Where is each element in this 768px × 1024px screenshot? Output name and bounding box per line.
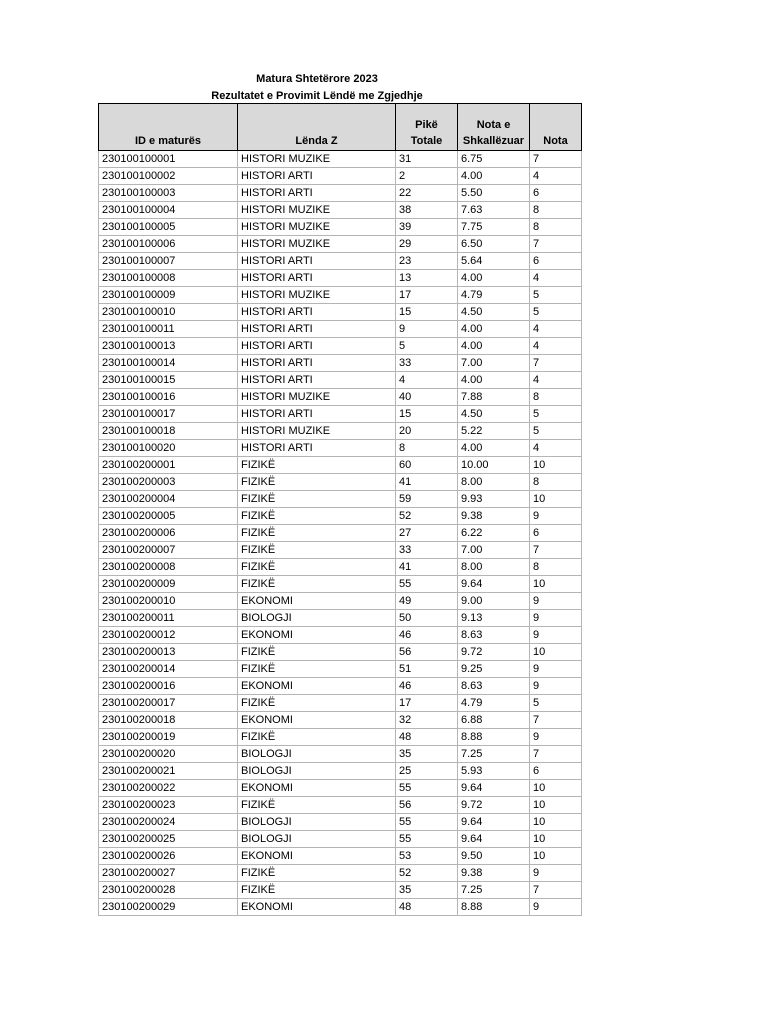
cell-subject: EKONOMI (238, 678, 396, 695)
cell-scaled-grade: 9.64 (458, 831, 530, 848)
cell-subject: EKONOMI (238, 627, 396, 644)
cell-grade: 7 (530, 151, 582, 168)
table-row (99, 661, 582, 678)
cell-points: 39 (396, 219, 458, 236)
cell-grade: 4 (530, 168, 582, 185)
cell-scaled-grade: 9.00 (458, 593, 530, 610)
cell-grade: 10 (530, 848, 582, 865)
cell-scaled-grade: 4.00 (458, 372, 530, 389)
table-row (99, 542, 582, 559)
cell-scaled-grade: 4.50 (458, 406, 530, 423)
cell-id: 230100100015 (99, 372, 238, 389)
table-row (99, 678, 582, 695)
cell-subject: HISTORI ARTI (238, 355, 396, 372)
cell-id: 230100100004 (99, 202, 238, 219)
cell-scaled-grade: 9.64 (458, 576, 530, 593)
document-subtitle: Rezultatet e Provimit Lëndë me Zgjedhje (211, 90, 423, 102)
table-row (99, 440, 582, 457)
cell-points: 23 (396, 253, 458, 270)
cell-subject: FIZIKË (238, 797, 396, 814)
table-row (99, 151, 582, 168)
cell-id: 230100200023 (99, 797, 238, 814)
cell-subject: BIOLOGJI (238, 831, 396, 848)
cell-grade: 9 (530, 865, 582, 882)
cell-grade: 5 (530, 695, 582, 712)
table-row (99, 219, 582, 236)
cell-subject: BIOLOGJI (238, 763, 396, 780)
cell-subject: FIZIKË (238, 729, 396, 746)
cell-subject: FIZIKË (238, 542, 396, 559)
cell-scaled-grade: 5.50 (458, 185, 530, 202)
table-row (99, 593, 582, 610)
cell-grade: 9 (530, 610, 582, 627)
cell-subject: FIZIKË (238, 508, 396, 525)
cell-scaled-grade: 4.00 (458, 338, 530, 355)
table-row (99, 236, 582, 253)
cell-points: 17 (396, 695, 458, 712)
cell-points: 38 (396, 202, 458, 219)
cell-id: 230100100008 (99, 270, 238, 287)
table-row (99, 406, 582, 423)
table-row (99, 627, 582, 644)
cell-grade: 5 (530, 304, 582, 321)
cell-grade: 10 (530, 814, 582, 831)
cell-subject: EKONOMI (238, 780, 396, 797)
cell-points: 2 (396, 168, 458, 185)
cell-grade: 7 (530, 355, 582, 372)
cell-id: 230100100001 (99, 151, 238, 168)
table-body (99, 151, 582, 916)
cell-id: 230100200024 (99, 814, 238, 831)
cell-points: 4 (396, 372, 458, 389)
cell-grade: 4 (530, 440, 582, 457)
cell-points: 40 (396, 389, 458, 406)
cell-subject: HISTORI ARTI (238, 168, 396, 185)
table-row (99, 644, 582, 661)
cell-scaled-grade: 4.00 (458, 270, 530, 287)
cell-grade: 5 (530, 423, 582, 440)
cell-id: 230100200005 (99, 508, 238, 525)
cell-points: 52 (396, 865, 458, 882)
table-row (99, 474, 582, 491)
cell-scaled-grade: 9.64 (458, 780, 530, 797)
cell-subject: FIZIKË (238, 525, 396, 542)
cell-points: 41 (396, 559, 458, 576)
cell-grade: 6 (530, 253, 582, 270)
cell-id: 230100200017 (99, 695, 238, 712)
cell-id: 230100200028 (99, 882, 238, 899)
cell-points: 48 (396, 729, 458, 746)
table-row (99, 763, 582, 780)
cell-grade: 10 (530, 491, 582, 508)
cell-points: 41 (396, 474, 458, 491)
cell-id: 230100100020 (99, 440, 238, 457)
cell-id: 230100200007 (99, 542, 238, 559)
cell-subject: HISTORI ARTI (238, 338, 396, 355)
cell-grade: 9 (530, 899, 582, 916)
table-row (99, 389, 582, 406)
cell-points: 46 (396, 627, 458, 644)
cell-scaled-grade: 6.75 (458, 151, 530, 168)
cell-scaled-grade: 4.00 (458, 168, 530, 185)
table-row (99, 882, 582, 899)
cell-id: 230100200020 (99, 746, 238, 763)
cell-points: 50 (396, 610, 458, 627)
cell-id: 230100100006 (99, 236, 238, 253)
cell-subject: HISTORI ARTI (238, 440, 396, 457)
cell-points: 25 (396, 763, 458, 780)
table-row (99, 168, 582, 185)
cell-id: 230100100016 (99, 389, 238, 406)
cell-grade: 4 (530, 270, 582, 287)
cell-scaled-grade: 4.79 (458, 287, 530, 304)
cell-id: 230100100011 (99, 321, 238, 338)
cell-scaled-grade: 9.25 (458, 661, 530, 678)
table-row (99, 457, 582, 474)
cell-points: 20 (396, 423, 458, 440)
cell-grade: 4 (530, 372, 582, 389)
cell-scaled-grade: 8.00 (458, 474, 530, 491)
table-header (99, 104, 582, 151)
cell-scaled-grade: 8.88 (458, 899, 530, 916)
cell-scaled-grade: 10.00 (458, 457, 530, 474)
cell-grade: 6 (530, 525, 582, 542)
cell-subject: HISTORI MUZIKE (238, 219, 396, 236)
cell-points: 55 (396, 814, 458, 831)
cell-subject: FIZIKË (238, 644, 396, 661)
cell-grade: 10 (530, 644, 582, 661)
header-scaled-line2: Shkallëzuar (462, 135, 525, 147)
table-row (99, 746, 582, 763)
table-row (99, 304, 582, 321)
cell-points: 15 (396, 304, 458, 321)
table-row (99, 202, 582, 219)
cell-grade: 8 (530, 202, 582, 219)
cell-subject: HISTORI ARTI (238, 304, 396, 321)
cell-subject: HISTORI ARTI (238, 406, 396, 423)
cell-points: 8 (396, 440, 458, 457)
cell-points: 49 (396, 593, 458, 610)
cell-id: 230100200013 (99, 644, 238, 661)
cell-points: 5 (396, 338, 458, 355)
cell-subject: HISTORI ARTI (238, 372, 396, 389)
cell-grade: 8 (530, 219, 582, 236)
cell-grade: 6 (530, 185, 582, 202)
cell-scaled-grade: 9.64 (458, 814, 530, 831)
cell-id: 230100100018 (99, 423, 238, 440)
cell-subject: FIZIKË (238, 576, 396, 593)
table-row (99, 831, 582, 848)
cell-points: 17 (396, 287, 458, 304)
table-row (99, 865, 582, 882)
cell-points: 56 (396, 797, 458, 814)
cell-id: 230100200014 (99, 661, 238, 678)
cell-scaled-grade: 6.88 (458, 712, 530, 729)
cell-id: 230100200026 (99, 848, 238, 865)
cell-grade: 10 (530, 797, 582, 814)
table-row (99, 338, 582, 355)
cell-id: 230100200016 (99, 678, 238, 695)
cell-grade: 7 (530, 236, 582, 253)
cell-subject: EKONOMI (238, 593, 396, 610)
cell-subject: FIZIKË (238, 491, 396, 508)
cell-scaled-grade: 7.25 (458, 746, 530, 763)
document-title: Matura Shtetërore 2023 (256, 73, 378, 85)
table-row (99, 780, 582, 797)
cell-grade: 7 (530, 746, 582, 763)
cell-scaled-grade: 9.72 (458, 644, 530, 661)
table-row (99, 372, 582, 389)
header-scaled-grade (458, 104, 530, 151)
cell-scaled-grade: 4.79 (458, 695, 530, 712)
cell-scaled-grade: 6.22 (458, 525, 530, 542)
cell-points: 52 (396, 508, 458, 525)
cell-scaled-grade: 7.88 (458, 389, 530, 406)
cell-points: 55 (396, 780, 458, 797)
cell-subject: FIZIKË (238, 695, 396, 712)
cell-id: 230100200008 (99, 559, 238, 576)
cell-subject: HISTORI MUZIKE (238, 287, 396, 304)
cell-grade: 4 (530, 338, 582, 355)
table-row (99, 321, 582, 338)
cell-subject: HISTORI MUZIKE (238, 389, 396, 406)
cell-points: 56 (396, 644, 458, 661)
table-row (99, 559, 582, 576)
cell-points: 31 (396, 151, 458, 168)
cell-subject: BIOLOGJI (238, 610, 396, 627)
table-row (99, 695, 582, 712)
cell-points: 35 (396, 882, 458, 899)
cell-points: 15 (396, 406, 458, 423)
cell-id: 230100100013 (99, 338, 238, 355)
cell-grade: 9 (530, 678, 582, 695)
cell-scaled-grade: 5.93 (458, 763, 530, 780)
cell-grade: 9 (530, 627, 582, 644)
cell-id: 230100200006 (99, 525, 238, 542)
cell-id: 230100100005 (99, 219, 238, 236)
table-row (99, 508, 582, 525)
header-row (99, 104, 582, 151)
cell-scaled-grade: 7.00 (458, 542, 530, 559)
cell-grade: 10 (530, 457, 582, 474)
cell-subject: FIZIKË (238, 661, 396, 678)
header-grade: Nota (530, 104, 582, 151)
cell-id: 230100100017 (99, 406, 238, 423)
cell-id: 230100100009 (99, 287, 238, 304)
cell-scaled-grade: 5.22 (458, 423, 530, 440)
cell-subject: FIZIKË (238, 457, 396, 474)
cell-scaled-grade: 6.50 (458, 236, 530, 253)
cell-points: 33 (396, 542, 458, 559)
cell-subject: HISTORI MUZIKE (238, 202, 396, 219)
cell-points: 32 (396, 712, 458, 729)
cell-scaled-grade: 8.63 (458, 627, 530, 644)
cell-grade: 9 (530, 593, 582, 610)
header-id: ID e maturës (99, 104, 238, 151)
cell-subject: EKONOMI (238, 712, 396, 729)
cell-scaled-grade: 4.00 (458, 321, 530, 338)
cell-subject: FIZIKË (238, 559, 396, 576)
header-scaled-line1: Nota e (476, 119, 511, 131)
cell-points: 27 (396, 525, 458, 542)
cell-scaled-grade: 9.38 (458, 508, 530, 525)
cell-grade: 7 (530, 712, 582, 729)
cell-scaled-grade: 9.93 (458, 491, 530, 508)
table-row (99, 525, 582, 542)
cell-scaled-grade: 5.64 (458, 253, 530, 270)
cell-points: 13 (396, 270, 458, 287)
cell-grade: 10 (530, 780, 582, 797)
cell-subject: HISTORI ARTI (238, 253, 396, 270)
cell-id: 230100200004 (99, 491, 238, 508)
cell-subject: HISTORI ARTI (238, 185, 396, 202)
cell-grade: 10 (530, 576, 582, 593)
cell-scaled-grade: 7.00 (458, 355, 530, 372)
cell-grade: 8 (530, 474, 582, 491)
cell-grade: 5 (530, 287, 582, 304)
cell-id: 230100200029 (99, 899, 238, 916)
cell-id: 230100200018 (99, 712, 238, 729)
cell-points: 29 (396, 236, 458, 253)
cell-subject: FIZIKË (238, 865, 396, 882)
table-row (99, 287, 582, 304)
cell-scaled-grade: 9.13 (458, 610, 530, 627)
table-row (99, 797, 582, 814)
cell-grade: 7 (530, 542, 582, 559)
cell-points: 51 (396, 661, 458, 678)
table-row (99, 491, 582, 508)
table-row (99, 270, 582, 287)
cell-scaled-grade: 7.25 (458, 882, 530, 899)
cell-subject: HISTORI MUZIKE (238, 236, 396, 253)
cell-grade: 10 (530, 831, 582, 848)
cell-id: 230100200027 (99, 865, 238, 882)
cell-id: 230100200010 (99, 593, 238, 610)
cell-subject: BIOLOGJI (238, 746, 396, 763)
cell-points: 60 (396, 457, 458, 474)
cell-grade: 9 (530, 729, 582, 746)
cell-points: 55 (396, 576, 458, 593)
cell-grade: 4 (530, 321, 582, 338)
cell-subject: HISTORI ARTI (238, 270, 396, 287)
cell-id: 230100200001 (99, 457, 238, 474)
cell-id: 230100100003 (99, 185, 238, 202)
table-row (99, 576, 582, 593)
table-row (99, 253, 582, 270)
cell-scaled-grade: 9.72 (458, 797, 530, 814)
cell-subject: EKONOMI (238, 899, 396, 916)
cell-id: 230100200003 (99, 474, 238, 491)
cell-scaled-grade: 9.50 (458, 848, 530, 865)
cell-id: 230100100010 (99, 304, 238, 321)
cell-subject: FIZIKË (238, 882, 396, 899)
cell-scaled-grade: 4.00 (458, 440, 530, 457)
cell-id: 230100200011 (99, 610, 238, 627)
table-row (99, 610, 582, 627)
cell-id: 230100200021 (99, 763, 238, 780)
table-row (99, 185, 582, 202)
cell-scaled-grade: 4.50 (458, 304, 530, 321)
cell-points: 9 (396, 321, 458, 338)
cell-id: 230100200009 (99, 576, 238, 593)
cell-subject: HISTORI MUZIKE (238, 423, 396, 440)
cell-grade: 8 (530, 389, 582, 406)
cell-subject: FIZIKË (238, 474, 396, 491)
header-points: Pikë Totale (396, 104, 458, 151)
cell-scaled-grade: 8.63 (458, 678, 530, 695)
cell-id: 230100200012 (99, 627, 238, 644)
cell-scaled-grade: 8.00 (458, 559, 530, 576)
cell-id: 230100200019 (99, 729, 238, 746)
cell-scaled-grade: 9.38 (458, 865, 530, 882)
cell-points: 59 (396, 491, 458, 508)
cell-grade: 8 (530, 559, 582, 576)
cell-subject: EKONOMI (238, 848, 396, 865)
cell-scaled-grade: 8.88 (458, 729, 530, 746)
cell-id: 230100100007 (99, 253, 238, 270)
table-row (99, 729, 582, 746)
cell-grade: 9 (530, 508, 582, 525)
cell-points: 48 (396, 899, 458, 916)
table-row (99, 899, 582, 916)
cell-grade: 9 (530, 661, 582, 678)
cell-points: 33 (396, 355, 458, 372)
cell-grade: 5 (530, 406, 582, 423)
cell-scaled-grade: 7.75 (458, 219, 530, 236)
table-row (99, 355, 582, 372)
cell-points: 53 (396, 848, 458, 865)
cell-id: 230100100014 (99, 355, 238, 372)
cell-scaled-grade: 7.63 (458, 202, 530, 219)
cell-id: 230100200025 (99, 831, 238, 848)
table-row (99, 712, 582, 729)
results-table (98, 103, 582, 916)
cell-grade: 7 (530, 882, 582, 899)
header-subject: Lënda Z (238, 104, 396, 151)
cell-grade: 6 (530, 763, 582, 780)
cell-points: 22 (396, 185, 458, 202)
table-row (99, 423, 582, 440)
cell-subject: HISTORI ARTI (238, 321, 396, 338)
cell-points: 55 (396, 831, 458, 848)
cell-points: 46 (396, 678, 458, 695)
cell-points: 35 (396, 746, 458, 763)
cell-subject: BIOLOGJI (238, 814, 396, 831)
cell-subject: HISTORI MUZIKE (238, 151, 396, 168)
cell-id: 230100100002 (99, 168, 238, 185)
table-row (99, 848, 582, 865)
table-row (99, 814, 582, 831)
cell-id: 230100200022 (99, 780, 238, 797)
